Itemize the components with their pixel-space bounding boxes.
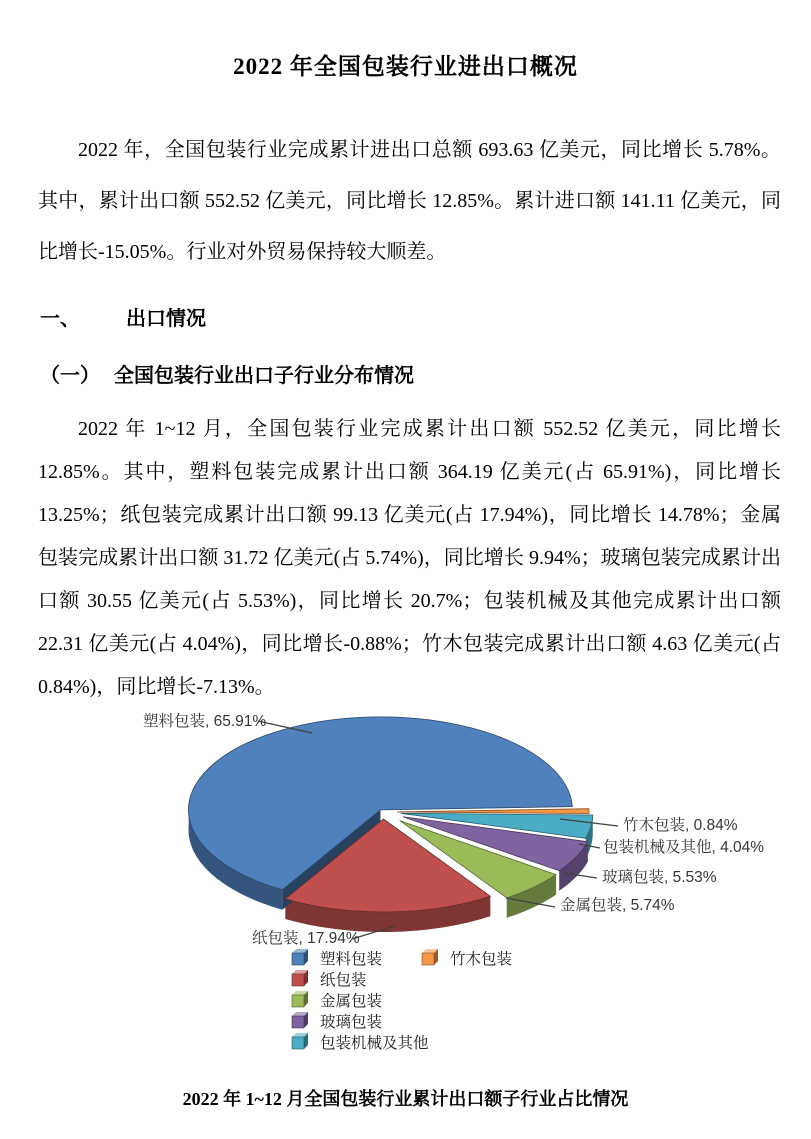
legend-label: 竹木包装 <box>450 951 513 968</box>
legend-label: 包装机械及其他 <box>320 1035 429 1052</box>
intro-paragraph: 2022 年，全国包装行业完成累计进出口总额 693.63 亿美元，同比增长 5.78%。其中，累计出口额 552.52 亿美元，同比增长 12.85%。累计进口额 141.11 亿美元，同比增长-15.05%。行业对外贸易保持较大顺差。 <box>38 139 781 263</box>
pie-chart-figure <box>0 693 811 1111</box>
section-heading <box>40 302 781 331</box>
legend-swatch <box>292 974 304 986</box>
legend-item <box>292 991 382 1010</box>
data-label: 金属包装, 5.74% <box>560 897 675 914</box>
legend-item <box>292 949 382 968</box>
legend-item <box>292 970 367 989</box>
data-label: 竹木包装, 0.84% <box>623 817 738 834</box>
legend-label: 塑料包装 <box>320 951 383 968</box>
legend-swatch <box>292 1037 304 1049</box>
legend-swatch <box>292 953 304 965</box>
data-label: 玻璃包装, 5.53% <box>602 869 717 886</box>
section-title: 出口情况 <box>126 308 206 330</box>
subsection-title: 全国包装行业出口子行业分布情况 <box>114 365 414 387</box>
legend-label: 金属包装 <box>320 993 383 1010</box>
chart-caption: 2022 年 1~12 月全国包装行业累计出口额子行业占比情况 <box>182 1089 629 1109</box>
legend-item <box>422 949 512 968</box>
legend-item <box>292 1033 429 1052</box>
legend-item <box>292 1012 382 1031</box>
data-label: 纸包装, 17.94% <box>252 930 360 947</box>
pie-chart <box>0 693 811 1083</box>
page-title: 2022 年全国包装行业进出口概况 <box>233 54 578 79</box>
legend-label: 纸包装 <box>320 972 367 989</box>
legend-label: 玻璃包装 <box>320 1014 383 1031</box>
legend-swatch <box>292 995 304 1007</box>
subsection-number: （一） <box>40 365 100 387</box>
legend-swatch <box>292 1016 304 1028</box>
legend-swatch <box>422 953 434 965</box>
section-number: 一、 <box>40 308 80 330</box>
detail-paragraph: 2022 年 1~12 月，全国包装行业完成累计出口额 552.52 亿美元，同比增长 12.85%。其中，塑料包装完成累计出口额 364.19 亿美元(占 65.91%)，同比增长 13.25%；纸包装完成累计出口额 99.13 亿美元(占 17.94%)，同比增长 14.78%；金属包装完成累计出口额 31.72 亿美元(占 5.74%)，同比增长 9.94%；玻璃包装完成累计出口额 30.55 亿美元(占 5.53%)，同比增长 20.7%；包装机械及其他完成累计出口额 22.31 亿美元(占 4.04%)，同比增长-0.88%；竹木包装完成累计出口额 4.63 亿美元(占 0.84%)，同比增长-7.13%。 <box>38 418 781 698</box>
subsection-heading <box>40 359 781 388</box>
data-label: 塑料包装, 65.91% <box>143 713 267 730</box>
data-label: 包装机械及其他, 4.04% <box>603 839 765 856</box>
